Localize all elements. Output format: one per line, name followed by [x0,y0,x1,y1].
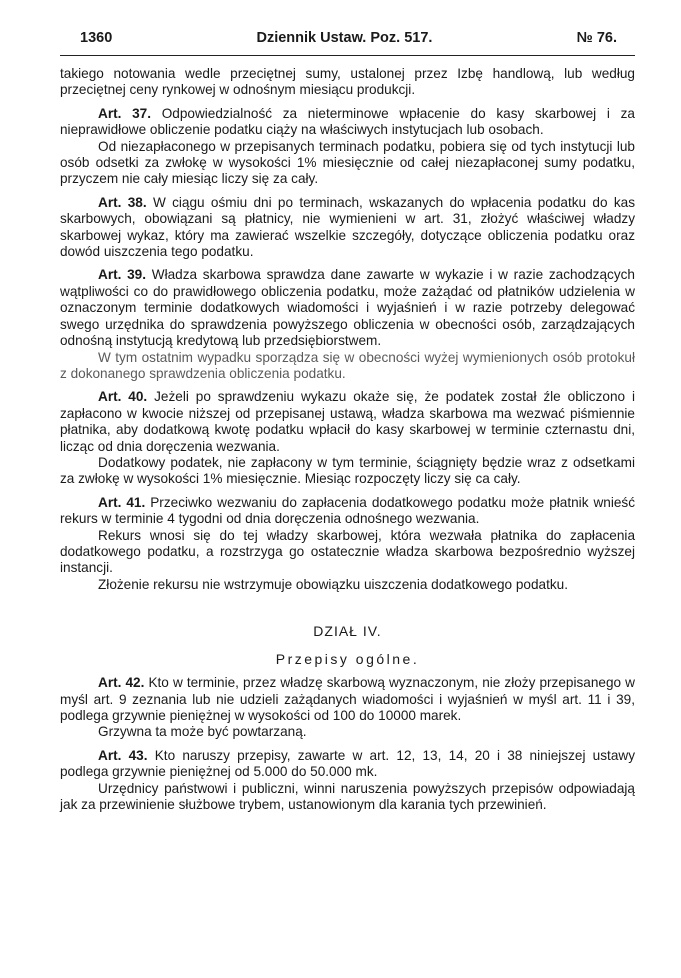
paragraph: Grzywna ta może być powtarzaną. [98,724,307,740]
paragraph: Urzędnicy państwowi i publiczni, winni naruszenia powyższych przepisów odpowiadają jak za przewinienie służbowe trybem, ustanowionym dla karania tych przewinień. [60,780,635,813]
article-text: Odpowiedzialność za nieterminowe wpłacenie do kasy skarbowej i za nieprawidłowe obliczenie podatku ciąży na właściwych instytucjach lub osobach. [60,105,635,138]
header-divider [60,55,635,56]
article-label: Art. 38. [98,194,147,210]
article-text: Przeciwko wezwaniu do zapłacenia dodatkowego podatku może płatnik wnieść rekurs w terminie 4 tygodni od dnia doręczenia odnośnego wezwania. [60,494,636,527]
article-42 [60,675,635,724]
article-43 [60,748,635,781]
paragraph: Rekurs wnosi się do tej władzy skarbowej, która wezwała płatnika do zapłacenia dodatkowego podatku, a rozstrzyga go ostatecznie władza skarbowa bezpośrednio wyższej instancji. [60,527,635,576]
article-text: Kto naruszy przepisy, zawarte w art. 12, 13, 14, 20 i 38 niniejszej ustawy podlega grzywnie pieniężnej od 5.000 do 50.000 mk. [60,747,635,780]
article-text: Władza skarbowa sprawdza dane zawarte w wykazie i w razie zachodzących wątpliwości co do prawidłowego obliczenia podatku, może zażądać od płatników udzielenia w oznaczonym terminie dodatkowych wiadomości i wyjaśnień i w razie potrzeby delegować swego urzędnika do sprawdzenia powyższego obliczenia w obecności osób, zarządzających odnośną instytucją kredytową lub przedsiębiorstwem. [60,267,635,349]
article-label: Art. 42. [98,675,145,691]
article-text: Jeżeli po sprawdzeniu wykazu okaże się, że podatek został źle obliczono i zapłacono w kwocie niższej od przepisanej ustawą, władza skarbowa ma wezwać piśmiennie płatnika, aby dodatkową kwotę podatku wpłacił do kasy skarbowej w terminie czternastu dni, licząc od dnia doręczenia wezwania. [60,389,635,454]
document-body [60,66,635,813]
article-label: Art. 40. [98,389,148,405]
section-title: DZIAŁ IV. [313,623,382,640]
article-label: Art. 43. [98,747,148,763]
article-label: Art. 39. [98,267,147,283]
article-40 [60,389,635,455]
article-text: Kto w terminie, przez władzę skarbową wyznaczonym, nie złoży przepisanego w myśl art. 9 zeznania lub nie udzieli zażądanych wiadomości i wyjaśnień w myśl art. 11 i 39, podlega grzywnie pieniężnej w wysokości od 100 do 10000 marek. [60,675,635,723]
article-39 [60,267,635,349]
issue-number: № 76. [576,30,617,46]
paragraph: W tym ostatnim wypadku sporządza się w obecności wyżej wymienionych osób protokuł z dokonanego sprawdzenia obliczenia podatku. [60,349,635,381]
paragraph: Dodatkowy podatek, nie zapłacony w tym terminie, ściągnięty będzie wraz z odsetkami za zwłokę w wysokości 1% miesięcznie. Miesiąc rozpoczęty liczy się ca cały. [60,454,635,487]
article-label: Art. 41. [98,494,146,510]
page-number: 1360 [80,30,113,46]
running-header [60,30,635,46]
section-subtitle: Przepisy ogólne. [275,651,420,668]
article-41 [60,495,635,528]
paragraph: Złożenie rekursu nie wstrzymuje obowiązku uiszczenia dodatkowego podatku. [98,576,568,592]
article-label: Art. 37. [98,105,152,121]
journal-title: Dziennik Ustaw. Poz. 517. [256,30,433,46]
article-38 [60,195,635,261]
paragraph-continuation: takiego notowania wedle przeciętnej sumy, ustalonej przez Izbę handlową, lub według przeciętnej ceny rynkowej w odnośnym miesiącu produkcji. [60,66,635,98]
paragraph: Od niezapłaconego w przepisanych terminach podatku, pobiera się od tych instytucji lub osób odsetki za zwłokę w wysokości 1% miesięcznie od całej niezapłaconej sumy podatku, przyczem nie cały miesiąc liczy się za cały. [60,138,635,187]
article-text: W ciągu ośmiu dni po terminach, wskazanych do wpłacenia podatku do kas skarbowych, obowiązani są płatnicy, nie wymienieni w art. 31, złożyć właściwej władzy skarbowej wykaz, który ma zawierać wszelkie szczegóły, dotyczące obliczenia podatku oraz dowód uiszczenia tego podatku. [60,194,635,260]
article-37 [60,106,635,139]
